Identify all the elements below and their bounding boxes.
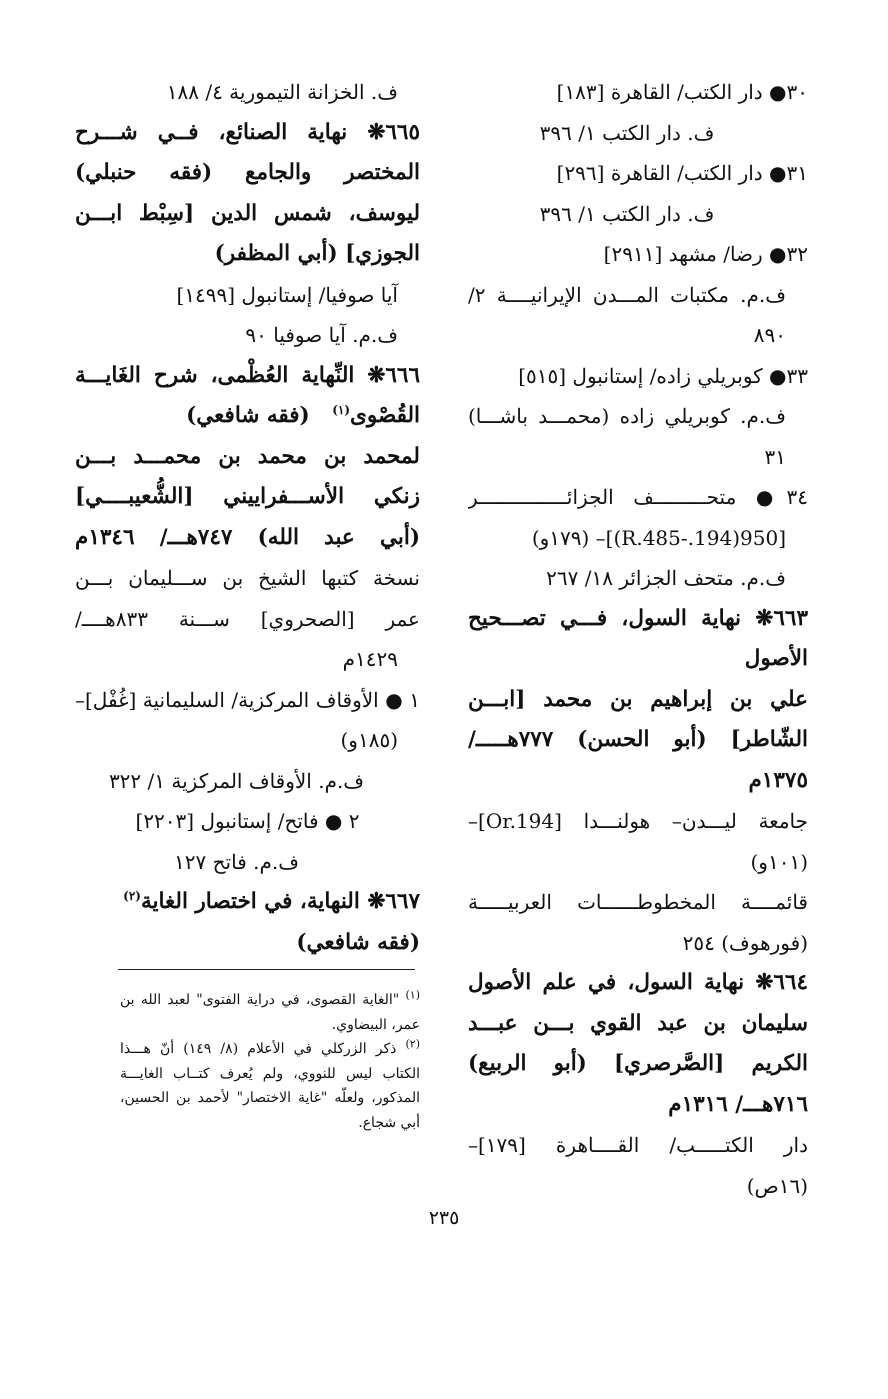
line-text: ف.م. فاتح ١٢٧ [174, 849, 299, 874]
line-text: ف.م. مكتبات المـــدن الإيرانيــــة ٢/ [468, 282, 786, 307]
footnote-line [120, 988, 420, 1013]
line-text: الكريم [الصَّرصري] (أبو الربيع) [468, 1051, 808, 1076]
right-column-line [468, 356, 808, 397]
left-column-line [75, 842, 420, 883]
footnote-line [120, 1013, 420, 1038]
line-text: (١٠١و) [750, 849, 808, 874]
left-column-line [75, 153, 420, 194]
right-column-line [468, 315, 808, 356]
line-text: ٣١● دار الكتب/ القاهرة [٢٩٦] [556, 161, 808, 185]
line-text: ٣٤● متحـــــــــف الجزائـــــــــــــــر [468, 485, 808, 509]
line-text: (فورهوف) ٢٥٤ [682, 930, 808, 955]
right-column-line [468, 477, 808, 518]
line-text: ف.م. الأوقاف المركزية ١/ ٣٢٢ [108, 768, 365, 793]
right-column-line [468, 801, 808, 842]
left-column-line [75, 923, 420, 964]
line-text: ف. الخزانة التيمورية ٤/ ١٨٨ [166, 80, 398, 104]
footnote-text: أبي شجاع. [358, 1114, 420, 1131]
footnote-text: الكتاب ليس للنووي، ولم يُعرف كتــاب الغايـــة [120, 1065, 420, 1082]
right-column-line [468, 599, 808, 640]
line-text: قائمــــة المخطوطــــــات العربيـــــة [468, 890, 808, 914]
line-text: ٣٢● رضا/ مشهد [٢٩١١] [603, 242, 808, 266]
left-column-line [75, 882, 420, 923]
line-text: ٣٣● كوبريلي زاده/ إستانبول [٥١٥] [518, 363, 808, 388]
right-column-line [468, 234, 808, 275]
line-text: (فقه شافعي) [296, 929, 420, 955]
line-text: ١٤٢٩م [342, 647, 398, 671]
line-text: نسخة كتبها الشيخ بن ســـليمان بـــن [75, 566, 420, 590]
left-column-line [75, 720, 420, 761]
left-column-line [75, 234, 420, 275]
line-text: ليوسف، شمس الدين [سِبْط ابـــن [75, 200, 420, 226]
left-column-line [75, 477, 420, 518]
line-text: (أبي عبد الله) ٧٤٧هـــ/ ١٣٤٦م [75, 524, 420, 550]
footnotes [120, 988, 420, 1135]
line-text-after: (فقه شافعي) [186, 403, 333, 428]
right-column-line [468, 1085, 808, 1126]
right-column-line [468, 437, 808, 478]
line-text: ٦٦٧❋ النهاية، في اختصار الغاية [140, 889, 420, 914]
footnote-text: ذكر الزركلي في الأعلام (٨/ ١٤٩) أنّ هـــذا [120, 1041, 397, 1057]
left-column-line [75, 356, 420, 397]
line-text: ١٣٧٥م [748, 767, 808, 793]
line-text: ٦٦٤❋ نهاية السول، في علم الأصول [468, 970, 808, 995]
left-column-line [75, 639, 420, 680]
footnote-line [120, 1062, 420, 1087]
line-text: (١٦ص) [746, 1173, 808, 1198]
line-text: الشّاطر] (أبو الحسن) ٧٧٧هـــــ/ [468, 727, 808, 752]
right-column-line [468, 1044, 808, 1085]
line-text: ٣١ [764, 444, 786, 469]
right-column-line [468, 882, 808, 923]
right-column-line [468, 1004, 808, 1045]
right-column-line [468, 720, 808, 761]
line-text: سليمان بن عبد القوي بـــن عبـــد [468, 1010, 808, 1036]
line-text: ٧١٦هـــ/ ١٣١٦م [668, 1091, 808, 1117]
left-column-line [75, 558, 420, 599]
footnote-number: (٢) [405, 1037, 420, 1051]
right-column-line [468, 113, 808, 154]
right-column-line [468, 1166, 808, 1207]
left-column-line [75, 680, 420, 721]
right-column-line [468, 558, 808, 599]
right-column-line [468, 1125, 808, 1166]
line-text: القُصْوى [350, 403, 420, 428]
left-column-line [75, 72, 420, 113]
right-column-line [468, 518, 808, 559]
line-text: زنكي الأســـفراييني [الشُّعيبــــي] [75, 484, 420, 509]
footnote-marker: (٢) [123, 888, 141, 903]
footnote-text: عمر، البيضاوي. [331, 1016, 420, 1033]
left-column-line [75, 194, 420, 235]
left-column-line [75, 518, 420, 559]
page-number: ٢٣٥ [428, 1207, 460, 1229]
right-column-line [468, 153, 808, 194]
line-text: ف. دار الكتب ١/ ٣٩٦ [539, 201, 715, 226]
line-text: [950(194.-R.485)]– (١٧٩و) [531, 525, 786, 550]
footnote-line [120, 1086, 420, 1111]
line-text: جامعة ليـــدن– هولنـــدا [Or.194]– [468, 809, 808, 833]
line-text: ٦٦٦❋ النِّهاية العُظْمى، شرح الغَايـــة [75, 362, 420, 388]
line-text: ف.م. متحف الجزائر ١٨/ ٢٦٧ [546, 566, 786, 590]
right-column-line [468, 396, 808, 437]
right-column-line [468, 963, 808, 1004]
line-text: عمر [الصحروي] ســـنة ٨٣٣هــــ/ [75, 606, 420, 631]
line-text: ف.م. آيا صوفيا ٩٠ [245, 323, 398, 347]
line-text: ٢ ● فاتح/ إستانبول [٢٢٠٣] [135, 809, 360, 833]
right-column-line [468, 639, 808, 680]
line-text: دار الكتـــــب/ القــــاهرة [١٧٩]– [468, 1133, 808, 1157]
line-text: ف. دار الكتب ١/ ٣٩٦ [539, 120, 715, 145]
right-column-line [468, 761, 808, 802]
line-text: ٦٦٥❋ نهاية الصنائع، فــي شـــرح [75, 119, 420, 145]
left-column-line [75, 437, 420, 478]
right-column [468, 72, 808, 1206]
right-column-line [468, 923, 808, 964]
line-text: المختصر والجامع (فقه حنبلي) [75, 160, 420, 185]
line-text: ٦٦٣❋ نهاية السول، فـــي تصـــحيح [468, 605, 808, 631]
line-text: (١٨٥و) [340, 728, 398, 752]
left-column-line [75, 275, 420, 316]
footnote-line [120, 1111, 420, 1136]
right-column-line [468, 194, 808, 235]
left-column-line [75, 113, 420, 154]
left-column-line [75, 761, 420, 802]
right-column-line [468, 275, 808, 316]
footnote-separator [118, 969, 415, 970]
line-text: لمحمد بن محمد بن محمـــد بـــن [75, 443, 420, 469]
footnote-text: المذكور، ولعلّه "غاية الاختصار" لأحمد بن الحسين، [120, 1090, 420, 1106]
line-text: ١ ● الأوقاف المركزية/ السليمانية [غُفْل]– [75, 687, 420, 712]
footnote-text: "الغاية القصوى، في دراية الفتوى" لعبد الله بن [120, 992, 400, 1008]
line-text: آيا صوفيا/ إستانبول [١٤٩٩] [176, 282, 398, 307]
left-column-line [75, 315, 420, 356]
line-text: ٨٩٠ [753, 323, 786, 347]
left-column [75, 72, 420, 963]
line-text: ف.م. كوبريلي زاده (محمـــد باشـــا) [468, 404, 786, 428]
line-text: الأصول [744, 646, 808, 671]
right-column-line [468, 680, 808, 721]
footnote-line [120, 1037, 420, 1062]
line-text: الجوزي] (أبي المظفر) [214, 241, 420, 266]
left-column-line [75, 801, 420, 842]
right-column-line [468, 842, 808, 883]
line-text: علي بن إبراهيم بن محمد [ابـــن [468, 686, 808, 712]
line-text: ٣٠● دار الكتب/ القاهرة [١٨٣] [556, 80, 808, 104]
right-column-line [468, 72, 808, 113]
left-column-line [75, 396, 420, 437]
footnote-number: (١) [405, 988, 420, 1002]
left-column-line [75, 599, 420, 640]
footnote-marker: (١) [332, 402, 351, 417]
